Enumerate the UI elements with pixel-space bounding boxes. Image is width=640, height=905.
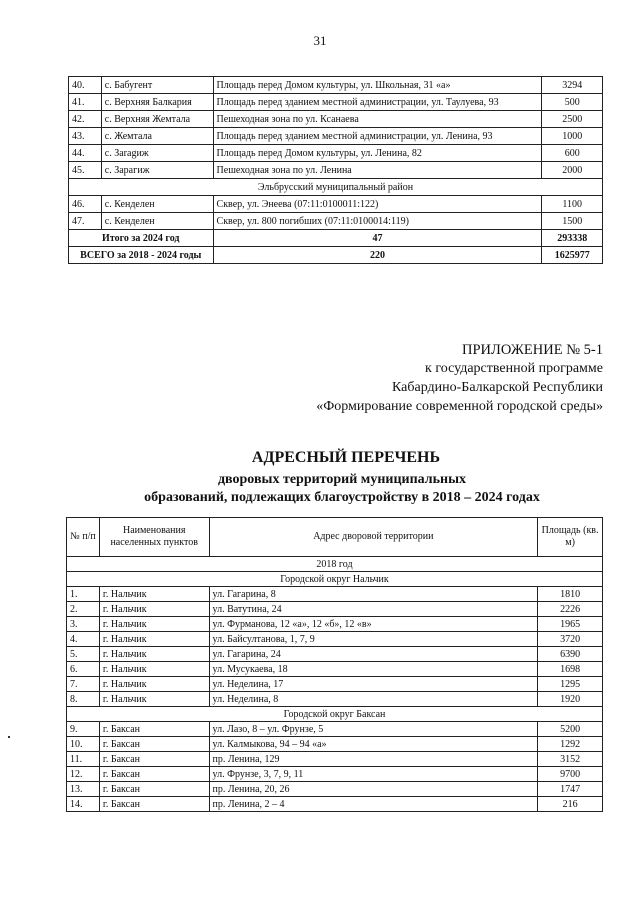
table-row [67,767,603,782]
row-number: 40. [69,77,102,94]
row-area: 500 [542,94,603,111]
row-area: 2500 [542,111,603,128]
row-address: Площадь перед зданием местной администрации, ул. Ленина, 93 [213,128,542,145]
row-area: 1000 [542,128,603,145]
table-row [67,617,603,632]
row-number: 46. [69,196,102,213]
margin-mark [8,736,10,738]
row-place: г. Нальчик [99,662,209,677]
row-address: пр. Ленина, 2 – 4 [209,797,538,812]
row-number: 14. [67,797,100,812]
row-address: пр. Ленина, 20, 26 [209,782,538,797]
total-all-row-count: 220 [213,247,542,264]
row-address: ул. Неделина, 17 [209,677,538,692]
table-row [69,94,603,111]
row-number: 3. [67,617,100,632]
row-number: 4. [67,632,100,647]
table-header-row [67,518,603,557]
total-2024-row-label: Итого за 2024 год [69,230,214,247]
table-row [69,162,603,179]
row-address: ул. Гагарина, 8 [209,587,538,602]
table-row [67,797,603,812]
total-all-row-label: ВСЕГО за 2018 - 2024 годы [69,247,214,264]
table-row [67,602,603,617]
table-body [69,77,603,264]
row-place: г. Баксан [99,797,209,812]
row-place: г. Баксан [99,767,209,782]
document-heading: АДРЕСНЫЙ ПЕРЕЧЕНЬ [251,449,441,466]
row-number: 5. [67,647,100,662]
table-row [69,111,603,128]
table-row [67,752,603,767]
district-row [67,572,603,587]
row-address: Сквер, ул. 800 погибших (07:11:0100014:119) [213,213,542,230]
row-area: 5200 [538,722,603,737]
table-row [67,587,603,602]
row-area: 1747 [538,782,603,797]
row-place: с. Бабугент [101,77,213,94]
row-area: 2226 [538,602,603,617]
row-area: 1295 [538,677,603,692]
row-number: 43. [69,128,102,145]
row-area: 1920 [538,692,603,707]
row-number: 42. [69,111,102,128]
district-row-label: Эльбрусский муниципальный район [69,179,603,196]
appendix-line-program: к государственной программе [425,361,603,376]
row-address: Сквер, ул. Энеева (07:11:0100011:122) [213,196,542,213]
row-address: ул. Фурманова, 12 «а», 12 «б», 12 «в» [209,617,538,632]
row-area: 216 [538,797,603,812]
row-place: г. Нальчик [99,587,209,602]
total-2024-row-count: 47 [213,230,542,247]
table-row [67,737,603,752]
row-place: г. Нальчик [99,617,209,632]
row-place: с. Кенделен [101,213,213,230]
row-area: 2000 [542,162,603,179]
appendix-title: ПРИЛОЖЕНИЕ № 5-1 [461,342,603,358]
row-address: пр. Ленина, 129 [209,752,538,767]
row-place: г. Нальчик [99,602,209,617]
table-row [69,213,603,230]
row-area: 1100 [542,196,603,213]
row-number: 13. [67,782,100,797]
row-place: г. Нальчик [99,692,209,707]
row-address: ул. Калмыкова, 94 – 94 «а» [209,737,538,752]
table-row [67,632,603,647]
table-row [67,662,603,677]
row-number: 7. [67,677,100,692]
row-place: с. Верхняя Жемтала [101,111,213,128]
row-area: 3720 [538,632,603,647]
year-row-label: 2018 год [67,557,603,572]
header-address: Адрес дворовой территории [209,518,538,557]
table-row [67,677,603,692]
address-table-continued [68,76,603,264]
total-all-row-area: 1625977 [542,247,603,264]
row-address: Пешеходная зона по ул. Ленина [213,162,542,179]
total-2024-row [69,230,603,247]
row-number: 9. [67,722,100,737]
row-address: ул. Мусукаева, 18 [209,662,538,677]
row-number: 10. [67,737,100,752]
table-row [67,722,603,737]
row-number: 41. [69,94,102,111]
row-place: г. Баксан [99,722,209,737]
table-row [67,647,603,662]
row-number: 11. [67,752,100,767]
district-row-label: Городской округ Нальчик [67,572,603,587]
row-number: 44. [69,145,102,162]
table-row [69,128,603,145]
row-place: с. Верхняя Балкария [101,94,213,111]
row-area: 3294 [542,77,603,94]
page-number: 31 [313,33,327,48]
row-number: 45. [69,162,102,179]
row-area: 3152 [538,752,603,767]
table-row [67,782,603,797]
row-number: 47. [69,213,102,230]
table-body [67,518,603,812]
district-row-label: Городской округ Баксан [67,707,603,722]
row-address: Площадь перед Домом культуры, ул. Ленина, 82 [213,145,542,162]
row-place: с. Кенделен [101,196,213,213]
row-place: г. Нальчик [99,632,209,647]
total-all-row [69,247,603,264]
row-number: 1. [67,587,100,602]
row-number: 2. [67,602,100,617]
total-2024-row-area: 293338 [542,230,603,247]
year-row [67,557,603,572]
row-address: Площадь перед Домом культуры, ул. Школьная, 31 «а» [213,77,542,94]
row-area: 1500 [542,213,603,230]
row-place: г. Баксан [99,782,209,797]
row-place: г. Баксан [99,752,209,767]
table-row [69,196,603,213]
appendix-line-republic: Кабардино-Балкарской Республики [392,380,603,395]
row-area: 6390 [538,647,603,662]
address-list-table [66,517,603,812]
row-address: ул. Лазо, 8 – ул. Фрунзе, 5 [209,722,538,737]
table-row [69,145,603,162]
row-address: ул. Неделина, 8 [209,692,538,707]
row-address: Площадь перед зданием местной администрации, ул. Таулуева, 93 [213,94,542,111]
header-num: № п/п [67,518,100,557]
row-area: 1965 [538,617,603,632]
row-address: Пешеходная зона по ул. Ксанаева [213,111,542,128]
row-place: с. Зарагиж [101,162,213,179]
district-row [67,707,603,722]
header-place: Наименования населенных пунктов [99,518,209,557]
header-area: Площадь (кв. м) [538,518,603,557]
row-address: ул. Байсултанова, 1, 7, 9 [209,632,538,647]
document-subheading-2: образований, подлежащих благоустройству в 2018 – 2024 годах [144,490,540,505]
row-place: г. Нальчик [99,647,209,662]
row-area: 1698 [538,662,603,677]
row-address: ул. Ватутина, 24 [209,602,538,617]
row-place: с. Заragиж [101,145,213,162]
table-row [67,692,603,707]
row-number: 8. [67,692,100,707]
row-number: 6. [67,662,100,677]
row-number: 12. [67,767,100,782]
row-area: 9700 [538,767,603,782]
row-place: г. Нальчик [99,677,209,692]
row-address: ул. Гагарина, 24 [209,647,538,662]
row-address: ул. Фрунзе, 3, 7, 9, 11 [209,767,538,782]
row-area: 1810 [538,587,603,602]
appendix-line-program-name: «Формирование современной городской среды» [316,399,603,414]
document-subheading-1: дворовых территорий муниципальных [217,472,467,487]
row-area: 600 [542,145,603,162]
row-place: г. Баксан [99,737,209,752]
row-area: 1292 [538,737,603,752]
district-row [69,179,603,196]
table-row [69,77,603,94]
row-place: с. Жемтала [101,128,213,145]
